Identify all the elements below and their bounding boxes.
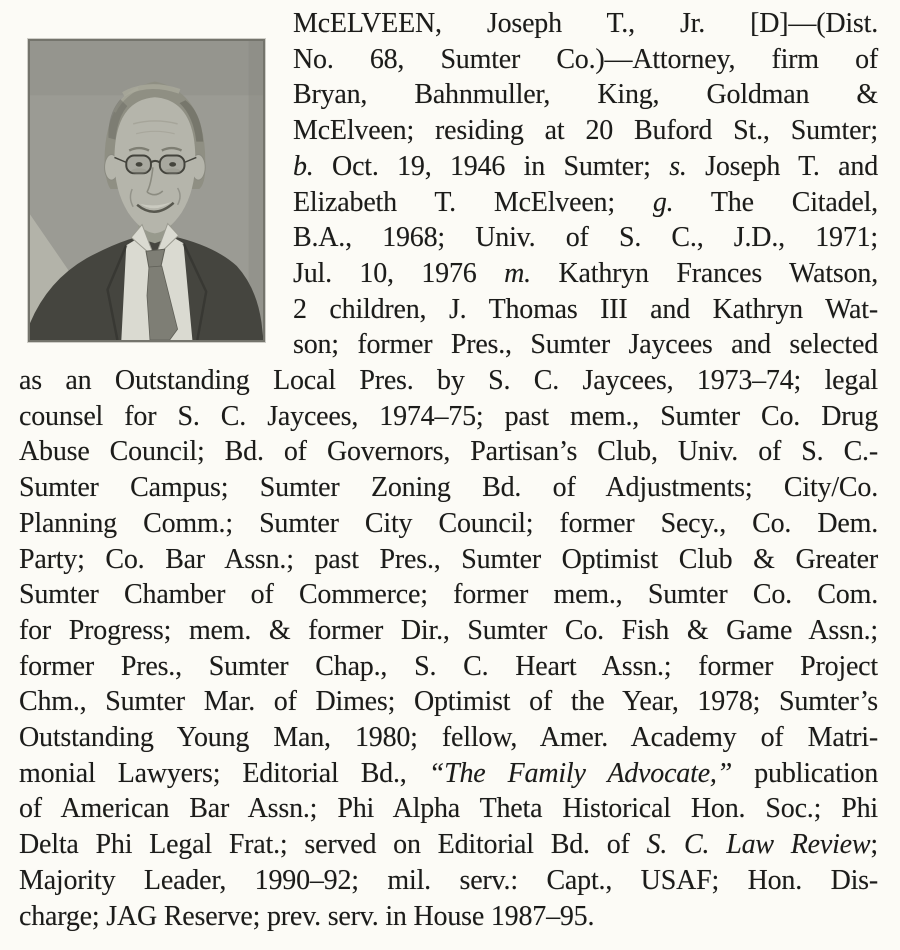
bio-text-line xyxy=(19,506,878,542)
bio-text-run: Sumter Chamber of Commerce; former mem., Sumter Co. Com. xyxy=(19,579,878,611)
bio-text-run: of American Bar Assn.; Phi Alpha Theta Historical Hon. Soc.; Phi xyxy=(19,793,878,825)
bio-text-line xyxy=(293,42,878,78)
bio-text-line xyxy=(19,363,878,399)
bio-text-run-italic: g. xyxy=(652,186,674,218)
bio-text-run: Elizabeth T. McElveen; xyxy=(293,186,653,218)
bio-text-run: The Citadel, xyxy=(673,186,878,218)
bio-text-line xyxy=(293,327,878,363)
bio-text-run: McELVEEN, Joseph T., Jr. [D]—(Dist. xyxy=(293,8,878,39)
bio-text-line xyxy=(19,684,878,720)
bio-text-line xyxy=(19,542,878,578)
bio-text-run: Planning Comm.; Sumter City Council; former Secy., Co. Dem. xyxy=(19,507,878,539)
bio-text-run: Kathryn Frances Watson, xyxy=(530,257,878,289)
bio-text-run: Jul. 10, 1976 xyxy=(293,257,505,289)
bio-text-line xyxy=(19,613,878,649)
bio-text-run: counsel for S. C. Jaycees, 1974–75; past mem., Sumter Co. Drug xyxy=(19,400,878,432)
bio-text-line xyxy=(19,399,878,435)
bio-text-line xyxy=(293,113,878,149)
bio-text-run: publication xyxy=(732,757,878,789)
entry-top-row xyxy=(19,6,878,363)
bio-text-line xyxy=(19,649,878,685)
bio-text-line xyxy=(19,756,878,792)
bio-text-beside-photo xyxy=(293,6,878,363)
bio-text-line xyxy=(19,791,878,827)
bio-text-run: Chm., Sumter Mar. of Dimes; Optimist of the Year, 1978; Sumter’s xyxy=(19,686,878,718)
bio-text-run: monial Lawyers; Editorial Bd., xyxy=(19,757,429,789)
bio-text-line xyxy=(19,899,878,935)
bio-text-run: Joseph T. and xyxy=(686,150,879,182)
bio-text-line xyxy=(293,220,878,256)
bio-text-run-italic: “The Family Advocate,” xyxy=(428,757,733,789)
bio-text-line xyxy=(19,470,878,506)
bio-text-run: Party; Co. Bar Assn.; past Pres., Sumter Optimist Club & Greater xyxy=(19,543,878,575)
bio-text-run: Sumter Campus; Sumter Zoning Bd. of Adjustments; City/Co. xyxy=(19,472,878,504)
bio-text-line xyxy=(293,77,878,113)
bio-text-run: Abuse Council; Bd. of Governors, Partisan’s Club, Univ. of S. C.- xyxy=(19,436,878,468)
bio-text-line xyxy=(19,863,878,899)
bio-text-run: ; xyxy=(870,829,878,861)
bio-text-run: 2 children, J. Thomas III and Kathryn Wat- xyxy=(293,293,878,325)
bio-text-run: former Pres., Sumter Chap., S. C. Heart Assn.; former Project xyxy=(19,650,878,682)
bio-text-line xyxy=(19,434,878,470)
portrait-photo xyxy=(28,39,265,342)
bio-text-full-width xyxy=(19,363,878,934)
bio-text-line xyxy=(293,185,878,221)
bio-text-run-italic: b. xyxy=(293,150,314,182)
bio-text-line xyxy=(19,720,878,756)
bio-text-run: Outstanding Young Man, 1980; fellow, Amer. Academy of Matri- xyxy=(19,722,878,754)
bio-text-run: McElveen; residing at 20 Buford St., Sumter; xyxy=(293,115,878,147)
bio-text-line xyxy=(19,827,878,863)
bio-text-line xyxy=(19,577,878,613)
bio-text-run-italic: m. xyxy=(504,257,531,289)
bio-text-run: Delta Phi Legal Frat.; served on Editorial Bd. of xyxy=(19,829,647,861)
bio-text-run: as an Outstanding Local Pres. by S. C. Jaycees, 1973–74; legal xyxy=(19,365,878,397)
bio-text-run: No. 68, Sumter Co.)—Attorney, firm of xyxy=(293,43,878,75)
bio-text-run: for Progress; mem. & former Dir., Sumter Co. Fish & Game Assn.; xyxy=(19,614,878,646)
bio-text-line xyxy=(293,256,878,292)
biography-entry xyxy=(19,6,878,934)
bio-text-run: Majority Leader, 1990–92; mil. serv.: Capt., USAF; Hon. Dis- xyxy=(19,864,878,896)
bio-text-run: Oct. 19, 1946 in Sumter; xyxy=(313,150,670,182)
bio-text-run: charge; JAG Reserve; prev. serv. in House 1987–95. xyxy=(19,900,595,932)
bio-text-run-italic: S. C. Law Review xyxy=(646,829,871,861)
bio-text-run: son; former Pres., Sumter Jaycees and selected xyxy=(293,329,878,361)
bio-text-line xyxy=(293,6,878,42)
bio-text-line xyxy=(293,149,878,185)
portrait-illustration xyxy=(30,41,263,340)
bio-text-run: Bryan, Bahnmuller, King, Goldman & xyxy=(293,79,878,111)
bio-text-run-italic: s. xyxy=(669,150,687,182)
bio-text-run: B.A., 1968; Univ. of S. C., J.D., 1971; xyxy=(293,222,878,254)
bio-text-line xyxy=(293,292,878,328)
